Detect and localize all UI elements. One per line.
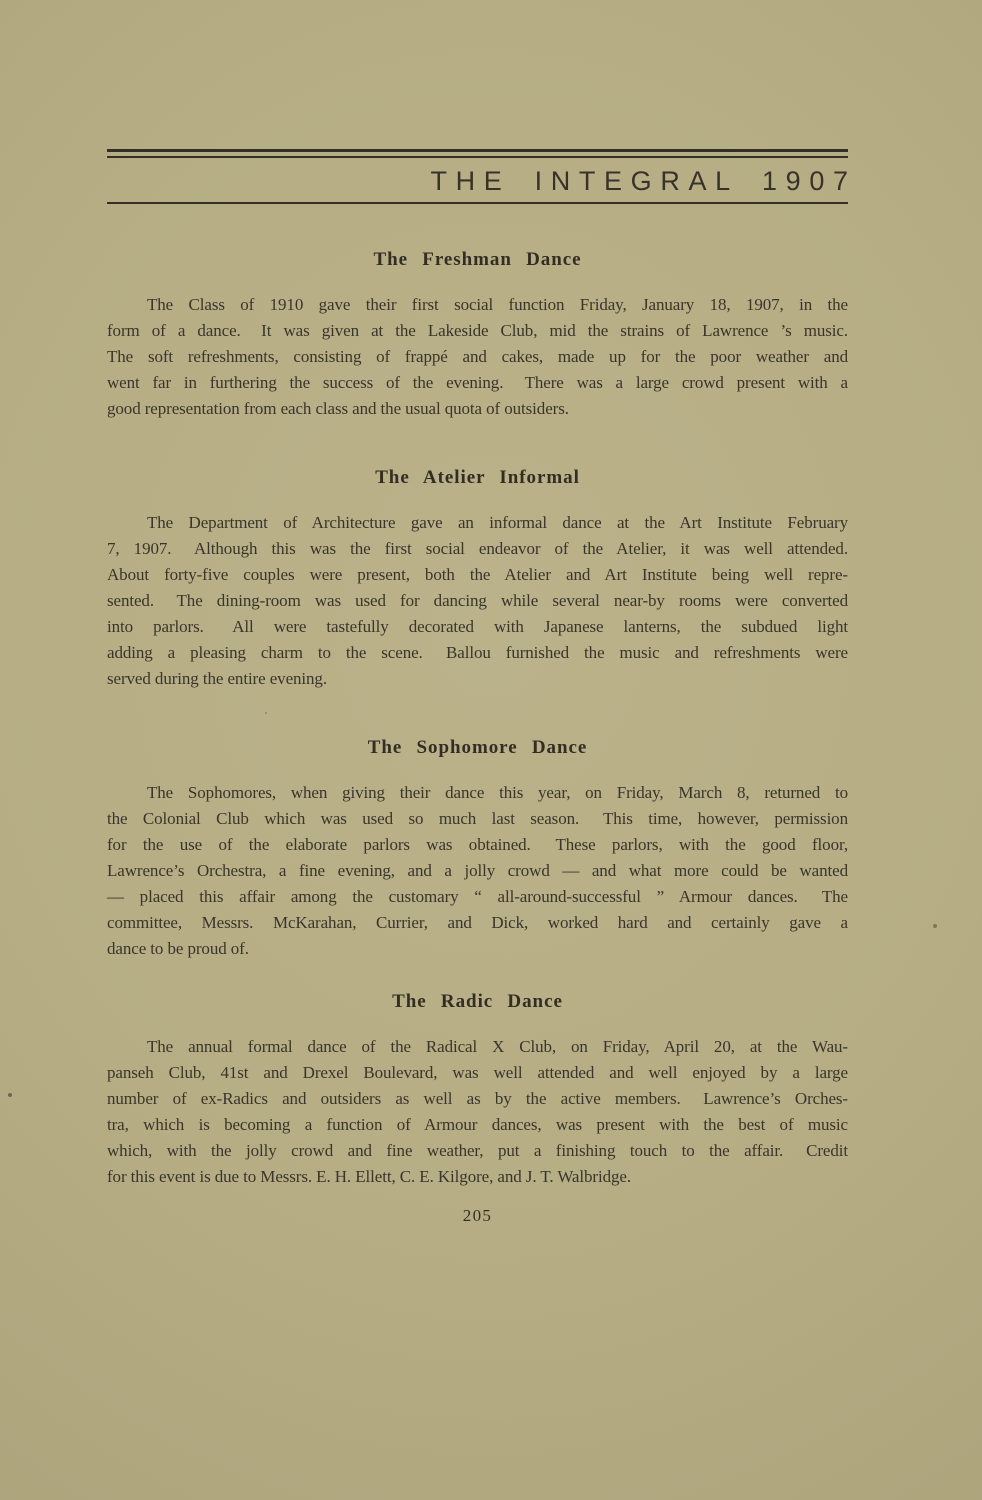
text-line: for the use of the elaborate parlors was obtained. These parlors, with the good floor, bbox=[107, 835, 848, 854]
text-line: number of ex-Radics and outsiders as well as by the active members. Lawrence’s Orches- bbox=[107, 1089, 848, 1108]
text-line: tra, which is becoming a function of Armour dances, was present with the best of music bbox=[107, 1115, 848, 1134]
section-heading: The Radic Dance bbox=[392, 991, 563, 1012]
paper-speck bbox=[265, 712, 267, 714]
page-number: 205 bbox=[462, 1206, 493, 1225]
text-line: committee, Messrs. McKarahan, Currier, and Dick, worked hard and certainly gave a bbox=[107, 913, 848, 932]
text-line: About forty-five couples were present, both the Atelier and Art Institute being well repre- bbox=[107, 565, 848, 584]
page-body bbox=[107, 248, 848, 1190]
header-double-rule bbox=[107, 149, 848, 158]
text-line: panseh Club, 41st and Drexel Boulevard, was well attended and well enjoyed by a large bbox=[107, 1063, 848, 1082]
text-line: Lawrence’s Orchestra, a fine evening, and a jolly crowd — and what more could be wanted bbox=[107, 861, 848, 880]
paragraph bbox=[107, 510, 848, 692]
text-line: 7, 1907. Although this was the first social endeavor of the Atelier, it was well attended. bbox=[107, 539, 848, 558]
page-header-title: THE INTEGRAL 1907 bbox=[430, 166, 857, 196]
paragraph bbox=[107, 780, 848, 962]
text-line: for this event is due to Messrs. E. H. Ellett, C. E. Kilgore, and J. T. Walbridge. bbox=[107, 1167, 631, 1186]
paragraph bbox=[107, 292, 848, 422]
section-the-radic-dance bbox=[107, 990, 848, 1190]
text-line: The soft refreshments, consisting of frappé and cakes, made up for the poor weather and bbox=[107, 347, 848, 366]
header-single-rule bbox=[107, 202, 848, 204]
paper-speck bbox=[933, 924, 937, 928]
page-footer bbox=[107, 1206, 848, 1226]
text-line: which, with the jolly crowd and fine weather, put a finishing touch to the affair. Credit bbox=[107, 1141, 848, 1160]
paragraph bbox=[107, 1034, 848, 1190]
text-line: went far in furthering the success of the evening. There was a large crowd present with a bbox=[107, 373, 848, 392]
text-line: adding a pleasing charm to the scene. Ballou furnished the music and refreshments were bbox=[107, 643, 848, 662]
section-heading: The Atelier Informal bbox=[375, 467, 580, 488]
text-line: The annual formal dance of the Radical X Club, on Friday, April 20, at the Wau- bbox=[147, 1037, 848, 1056]
paper-speck bbox=[8, 1093, 12, 1097]
text-line: The Class of 1910 gave their first social function Friday, January 18, 1907, in the bbox=[147, 295, 848, 314]
text-line: The Department of Architecture gave an informal dance at the Art Institute February bbox=[147, 513, 848, 532]
section-heading: The Sophomore Dance bbox=[367, 737, 588, 758]
text-line: sented. The dining-room was used for dancing while several near-by rooms were converted bbox=[107, 591, 848, 610]
section-heading: The Freshman Dance bbox=[373, 249, 582, 270]
text-line: the Colonial Club which was used so much last season. This time, however, permission bbox=[107, 809, 848, 828]
text-line: The Sophomores, when giving their dance this year, on Friday, March 8, returned to bbox=[147, 783, 848, 802]
section-the-atelier-informal bbox=[107, 466, 848, 692]
text-column bbox=[107, 0, 857, 1226]
text-line: dance to be proud of. bbox=[107, 939, 249, 958]
text-line: form of a dance. It was given at the Lakeside Club, mid the strains of Lawrence ’s music. bbox=[107, 321, 848, 340]
section-the-sophomore-dance bbox=[107, 736, 848, 962]
text-line: served during the entire evening. bbox=[107, 669, 327, 688]
page-header bbox=[107, 149, 857, 204]
text-line: — placed this affair among the customary “ all-around-successful ” Armour dances. The bbox=[107, 887, 848, 906]
text-line: good representation from each class and the usual quota of outsiders. bbox=[107, 399, 569, 418]
text-line: into parlors. All were tastefully decorated with Japanese lanterns, the subdued light bbox=[107, 617, 848, 636]
section-the-freshman-dance bbox=[107, 248, 848, 422]
